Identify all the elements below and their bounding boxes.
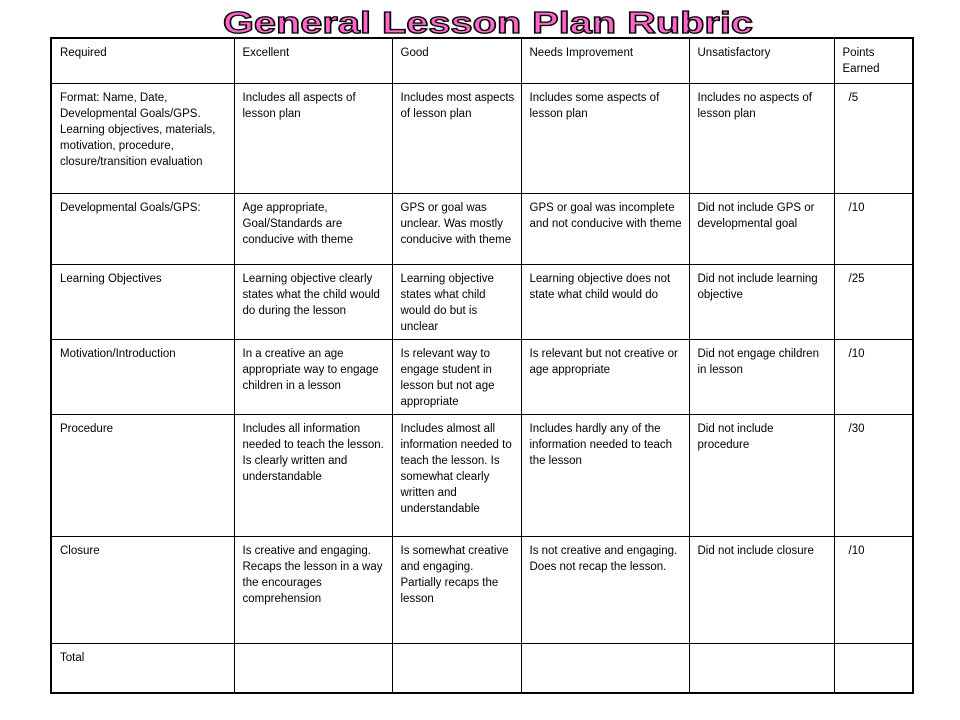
header-needs-improvement: Needs Improvement: [521, 38, 689, 84]
table-row: [51, 537, 913, 644]
cell-needs-improvement: Is relevant but not creative or age appropriate: [521, 340, 689, 415]
cell-excellent: Learning objective clearly states what the child would do during the lesson: [234, 265, 392, 340]
title-wordart: [218, 2, 758, 42]
cell-points: /10: [834, 194, 913, 265]
header-good: Good: [392, 38, 521, 84]
criterion-learning-objectives: Learning Objectives: [51, 265, 234, 340]
cell-excellent: Includes all aspects of lesson plan: [234, 84, 392, 194]
cell-good: Is relevant way to engage student in lesson but not age appropriate: [392, 340, 521, 415]
cell-needs-improvement: Is not creative and engaging. Does not recap the lesson.: [521, 537, 689, 644]
page-title: [218, 2, 758, 42]
total-cell-empty: [689, 644, 834, 694]
cell-excellent: Age appropriate, Goal/Standards are conducive with theme: [234, 194, 392, 265]
criterion-format: Format: Name, Date, Developmental Goals/GPS. Learning objectives, materials, motivation, procedure, closure/transition evaluation: [51, 84, 234, 194]
cell-points: /5: [834, 84, 913, 194]
total-row: [51, 644, 913, 694]
table-row: [51, 194, 913, 265]
cell-needs-improvement: GPS or goal was incomplete and not conducive with theme: [521, 194, 689, 265]
cell-unsatisfactory: Did not include learning objective: [689, 265, 834, 340]
cell-unsatisfactory: Did not include GPS or developmental goal: [689, 194, 834, 265]
cell-excellent: Is creative and engaging. Recaps the lesson in a way the encourages comprehension: [234, 537, 392, 644]
header-unsatisfactory: Unsatisfactory: [689, 38, 834, 84]
header-row: [51, 38, 913, 84]
table-row: [51, 84, 913, 194]
total-cell-empty: [392, 644, 521, 694]
header-points-earned: Points Earned: [834, 38, 913, 84]
criterion-procedure: Procedure: [51, 415, 234, 537]
cell-good: GPS or goal was unclear. Was mostly conducive with theme: [392, 194, 521, 265]
criterion-motivation: Motivation/Introduction: [51, 340, 234, 415]
cell-excellent: In a creative an age appropriate way to engage children in a lesson: [234, 340, 392, 415]
criterion-developmental-goals: Developmental Goals/GPS:: [51, 194, 234, 265]
cell-good: Includes most aspects of lesson plan: [392, 84, 521, 194]
cell-unsatisfactory: Did not engage children in lesson: [689, 340, 834, 415]
total-cell-empty: [234, 644, 392, 694]
total-label: Total: [51, 644, 234, 694]
cell-unsatisfactory: Did not include procedure: [689, 415, 834, 537]
cell-unsatisfactory: Includes no aspects of lesson plan: [689, 84, 834, 194]
cell-needs-improvement: Includes some aspects of lesson plan: [521, 84, 689, 194]
cell-points: /10: [834, 537, 913, 644]
cell-needs-improvement: Learning objective does not state what child would do: [521, 265, 689, 340]
table-row: [51, 265, 913, 340]
cell-unsatisfactory: Did not include closure: [689, 537, 834, 644]
cell-excellent: Includes all information needed to teach the lesson. Is clearly written and understandable: [234, 415, 392, 537]
cell-points: /10: [834, 340, 913, 415]
table-row: [51, 415, 913, 537]
cell-needs-improvement: Includes hardly any of the information needed to teach the lesson: [521, 415, 689, 537]
cell-good: Includes almost all information needed to teach the lesson. Is somewhat clearly written and understandable: [392, 415, 521, 537]
table-row: [51, 340, 913, 415]
cell-points: /25: [834, 265, 913, 340]
title-text: General Lesson Plan Rubric: [223, 5, 753, 40]
cell-good: Learning objective states what child would do but is unclear: [392, 265, 521, 340]
criterion-closure: Closure: [51, 537, 234, 644]
cell-good: Is somewhat creative and engaging. Partially recaps the lesson: [392, 537, 521, 644]
cell-points: /30: [834, 415, 913, 537]
rubric-table: [50, 37, 914, 694]
total-cell-empty: [521, 644, 689, 694]
header-required: Required: [51, 38, 234, 84]
header-excellent: Excellent: [234, 38, 392, 84]
total-points-empty: [834, 644, 913, 694]
